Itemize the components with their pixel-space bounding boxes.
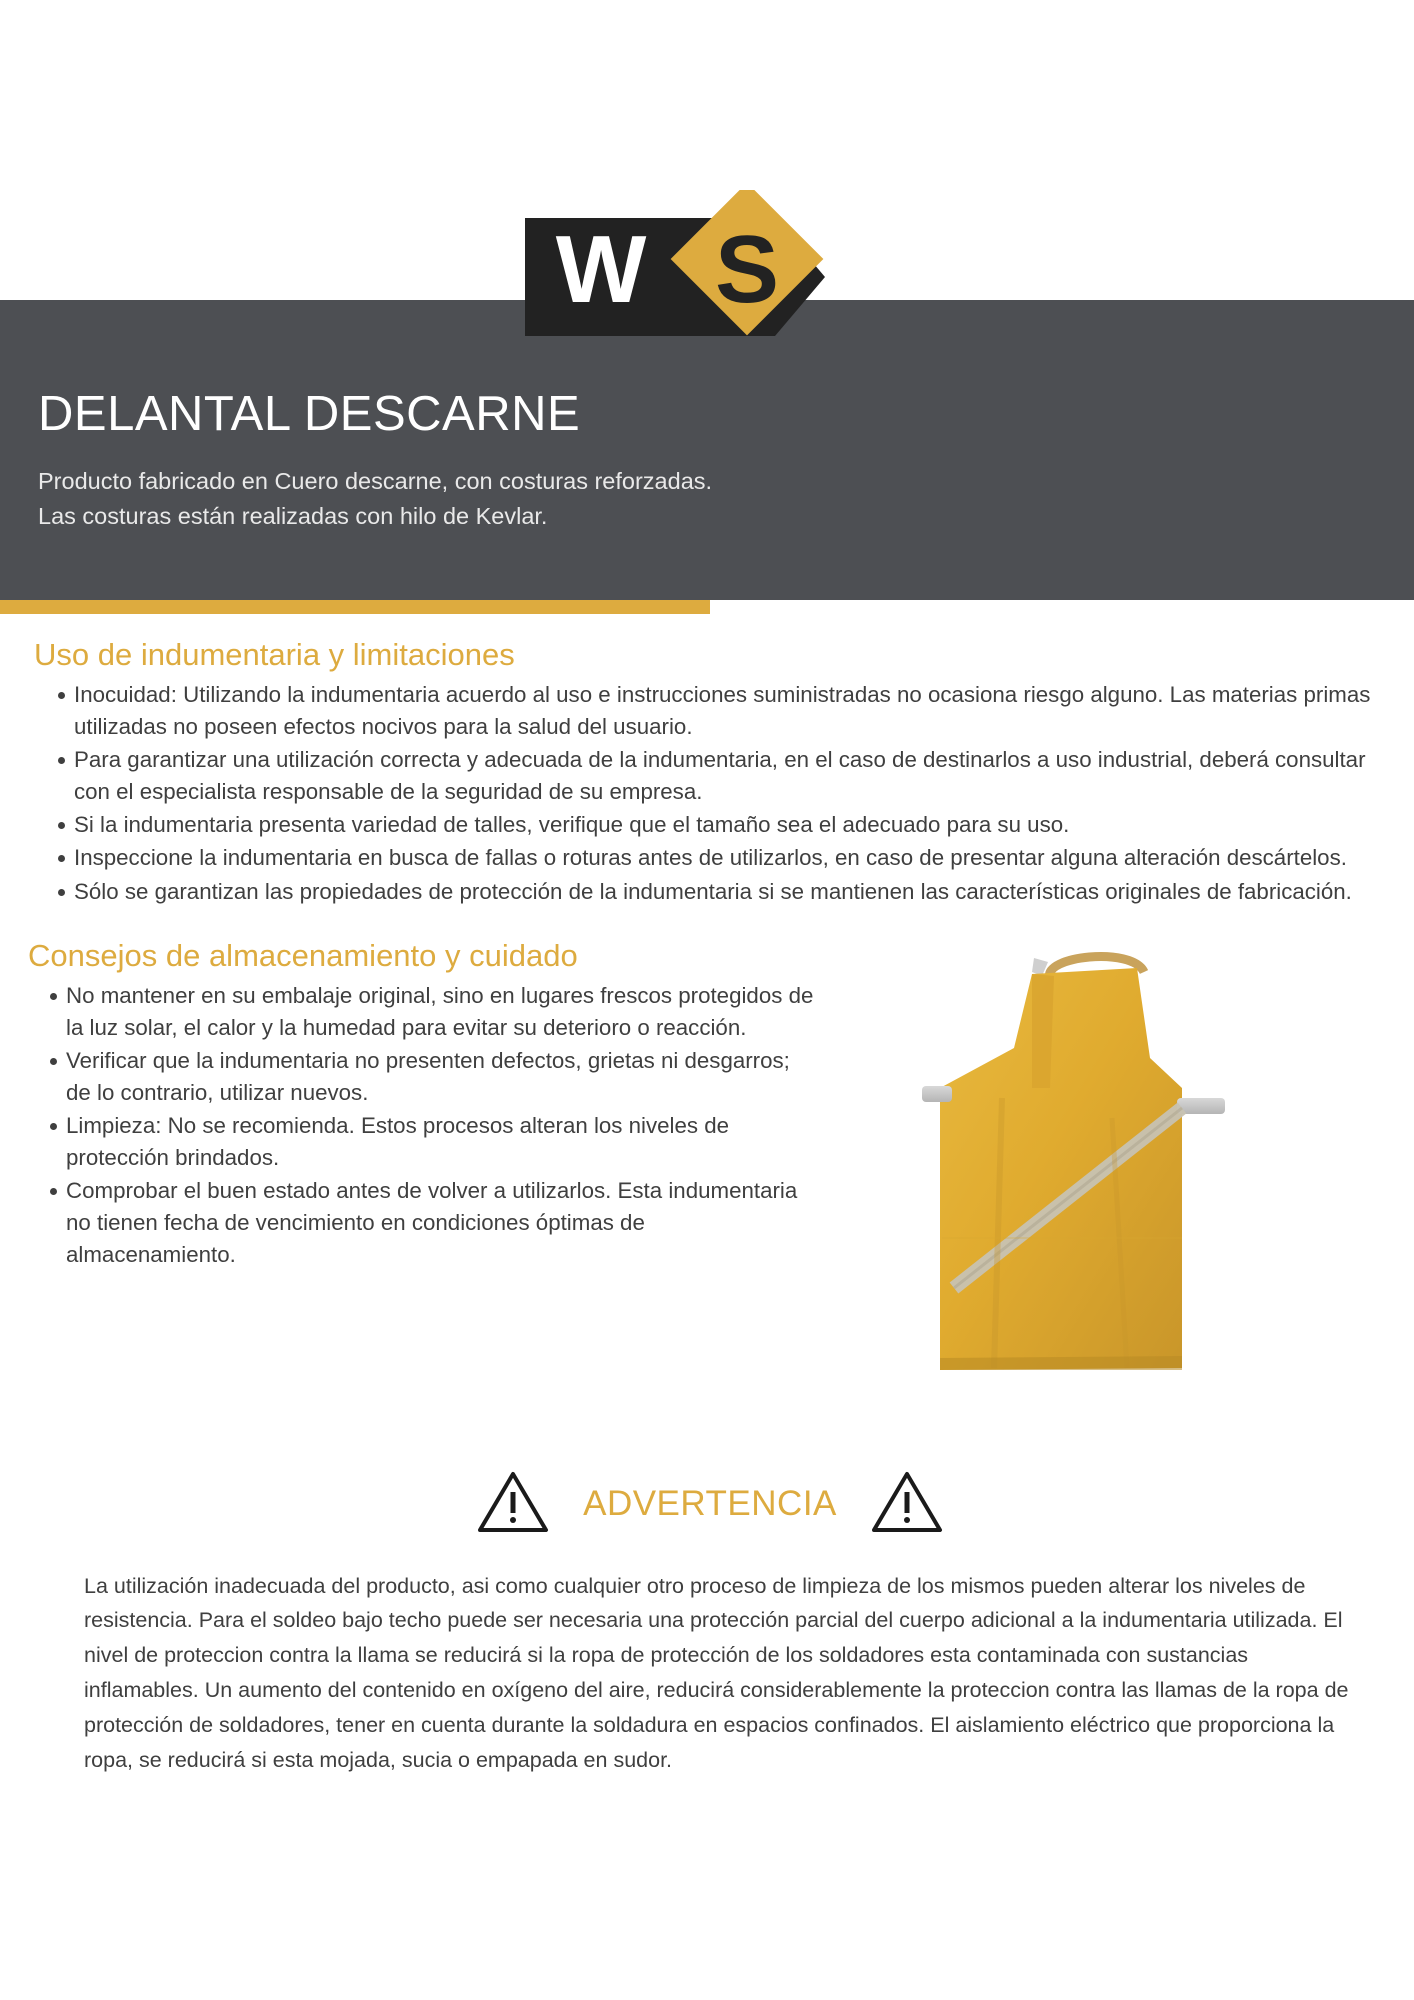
section-heading-uso: Uso de indumentaria y limitaciones — [34, 637, 515, 672]
section-heading-consejos: Consejos de almacenamiento y cuidado — [28, 937, 578, 973]
svg-text:W: W — [555, 216, 647, 323]
warning-header — [28, 1470, 1392, 1539]
warning-body-text: La utilización inadecuada del producto, asi como cualquier otro proceso de limpieza de los mismos pueden alterar los niveles de resistencia. Para el soldeo bajo techo puede ser necesaria una protección parcial del cuerpo adicional a la indumentaria utilizada. El nivel de proteccion contra la llama se reducirá si la ropa de protección de los soldadores esta contaminada con sustancias inflamables. Un aumento del contenido en oxígeno del aire, reducirá considerablemente la proteccion contra las llamas de la ropa de protección de soldadores, tener en cuenta durante la soldadura en espacios confinados. El aislamiento eléctrico que proporciona la ropa, se reducirá si esta mojada, sucia o empapada en sudor. — [84, 1573, 1349, 1772]
content-area — [0, 637, 1414, 1778]
ws-logo — [525, 190, 890, 365]
storage-block — [28, 938, 1392, 1408]
accent-underline — [0, 600, 710, 614]
list-item: Comprobar el buen estado antes de volver a utilizarlos. Esta indumentaria no tienen fecha de vencimiento en condiciones óptimas de almacenamiento. — [50, 1175, 820, 1271]
list-item: Inocuidad: Utilizando la indumentaria acuerdo al uso e instrucciones suministradas no ocasiona riesgo alguno. Las materias primas utilizadas no poseen efectos nocivos para la salud del usuario. — [58, 679, 1392, 743]
warning-triangle-icon-left — [477, 1470, 549, 1539]
list-uso-limitaciones — [28, 679, 1392, 908]
svg-text:S: S — [714, 216, 780, 323]
list-item: Sólo se garantizan las propiedades de protección de la indumentaria si se mantienen las características originales de fabricación. — [58, 876, 1392, 908]
warning-triangle-icon-right — [871, 1470, 943, 1539]
list-item: Si la indumentaria presenta variedad de talles, verifique que el tamaño sea el adecuado para su uso. — [58, 809, 1392, 841]
list-item: No mantener en su embalaje original, sino en lugares frescos protegidos de la luz solar, el calor y la humedad para evitar su deterioro o reacción. — [50, 980, 820, 1044]
list-item: Verificar que la indumentaria no presenten defectos, grietas ni desgarros; de lo contrario, utilizar nuevos. — [50, 1045, 820, 1109]
subtitle-line-2: Las costuras están realizadas con hilo de Kevlar. — [38, 502, 548, 529]
subtitle-line-1: Producto fabricado en Cuero descarne, con costuras reforzadas. — [38, 467, 713, 494]
list-item: Limpieza: No se recomienda. Estos procesos alteran los niveles de protección brindados. — [50, 1110, 820, 1174]
list-item: Inspeccione la indumentaria en busca de fallas o roturas antes de utilizarlos, en caso de presentar alguna alteración descártelos. — [58, 842, 1392, 874]
warning-label: ADVERTENCIA — [583, 1484, 837, 1524]
page-subtitle — [38, 464, 1414, 534]
page-title: DELANTAL DESCARNE — [38, 387, 581, 441]
product-image — [882, 938, 1362, 1458]
list-item: Para garantizar una utilización correcta y adecuada de la indumentaria, en el caso de destinarlos a uso industrial, deberá consultar con el especialista responsable de la seguridad de su empresa. — [58, 744, 1392, 808]
